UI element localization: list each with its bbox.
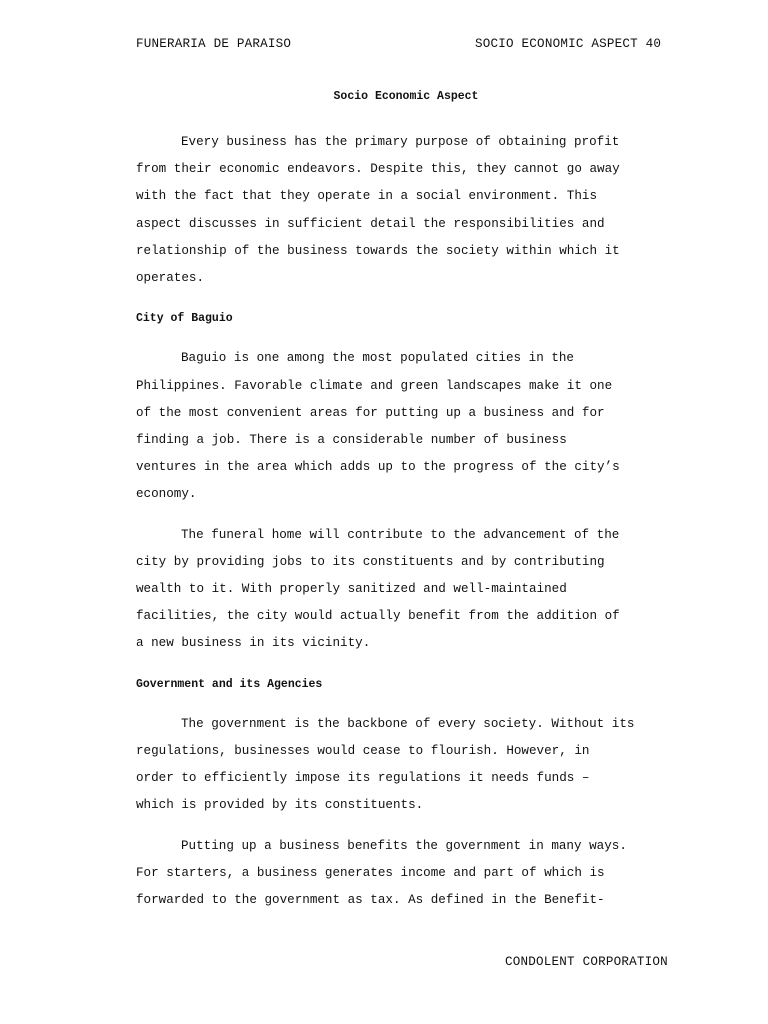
text-line: The funeral home will contribute to the advancement of the: [181, 527, 620, 542]
text-line: Putting up a business benefits the government in many ways.: [181, 838, 627, 853]
text-line: For starters, a business generates income and part of which is: [136, 865, 605, 880]
text-line: economy.: [136, 487, 197, 502]
text-line: Baguio is one among the most populated cities in the: [181, 351, 574, 366]
text-line: facilities, the city would actually benefit from the addition of: [136, 609, 620, 624]
text-line: relationship of the business towards the society within which it: [136, 243, 620, 258]
document-body: [136, 129, 684, 927]
running-footer: CONDOLENT CORPORATION: [505, 955, 668, 969]
text-line: city by providing jobs to its constituents and by contributing: [136, 554, 605, 569]
paragraph-government: [136, 711, 684, 820]
paragraph-business-benefits: [136, 833, 684, 915]
running-header-left: FUNERARIA DE PARAISO: [136, 37, 292, 51]
text-line: with the fact that they operate in a social environment. This: [136, 189, 598, 204]
text-line: operates.: [136, 271, 205, 286]
text-line: forwarded to the government as tax. As defined in the Benefit-: [136, 893, 605, 908]
section-heading-government: Government and its Agencies: [136, 677, 323, 691]
text-line: Every business has the primary purpose of obtaining profit: [181, 135, 620, 149]
text-line: aspect discusses in sufficient detail the responsibilities and: [136, 216, 605, 231]
paragraph-intro: [136, 129, 684, 292]
text-line: The government is the backbone of every society. Without its: [181, 716, 635, 731]
text-line: order to efficiently impose its regulations it needs funds –: [136, 771, 590, 786]
text-line: of the most convenient areas for putting up a business and for: [136, 405, 605, 420]
text-line: which is provided by its constituents.: [136, 798, 424, 813]
text-line: a new business in its vicinity.: [136, 636, 371, 651]
text-line: wealth to it. With properly sanitized and well-maintained: [136, 582, 567, 597]
paragraph-baguio: [136, 345, 684, 508]
text-line: Philippines. Favorable climate and green landscapes make it one: [136, 378, 613, 393]
text-line: regulations, businesses would cease to flourish. However, in: [136, 744, 590, 759]
section-heading-city-of-baguio: City of Baguio: [136, 312, 233, 326]
text-line: ventures in the area which adds up to the progress of the city’s: [136, 460, 620, 475]
text-line: finding a job. There is a considerable number of business: [136, 433, 567, 448]
paragraph-funeral-home: [136, 522, 684, 658]
text-line: from their economic endeavors. Despite this, they cannot go away: [136, 162, 620, 177]
page-title: Socio Economic Aspect: [333, 90, 479, 103]
running-header-right: SOCIO ECONOMIC ASPECT 40: [475, 37, 662, 51]
